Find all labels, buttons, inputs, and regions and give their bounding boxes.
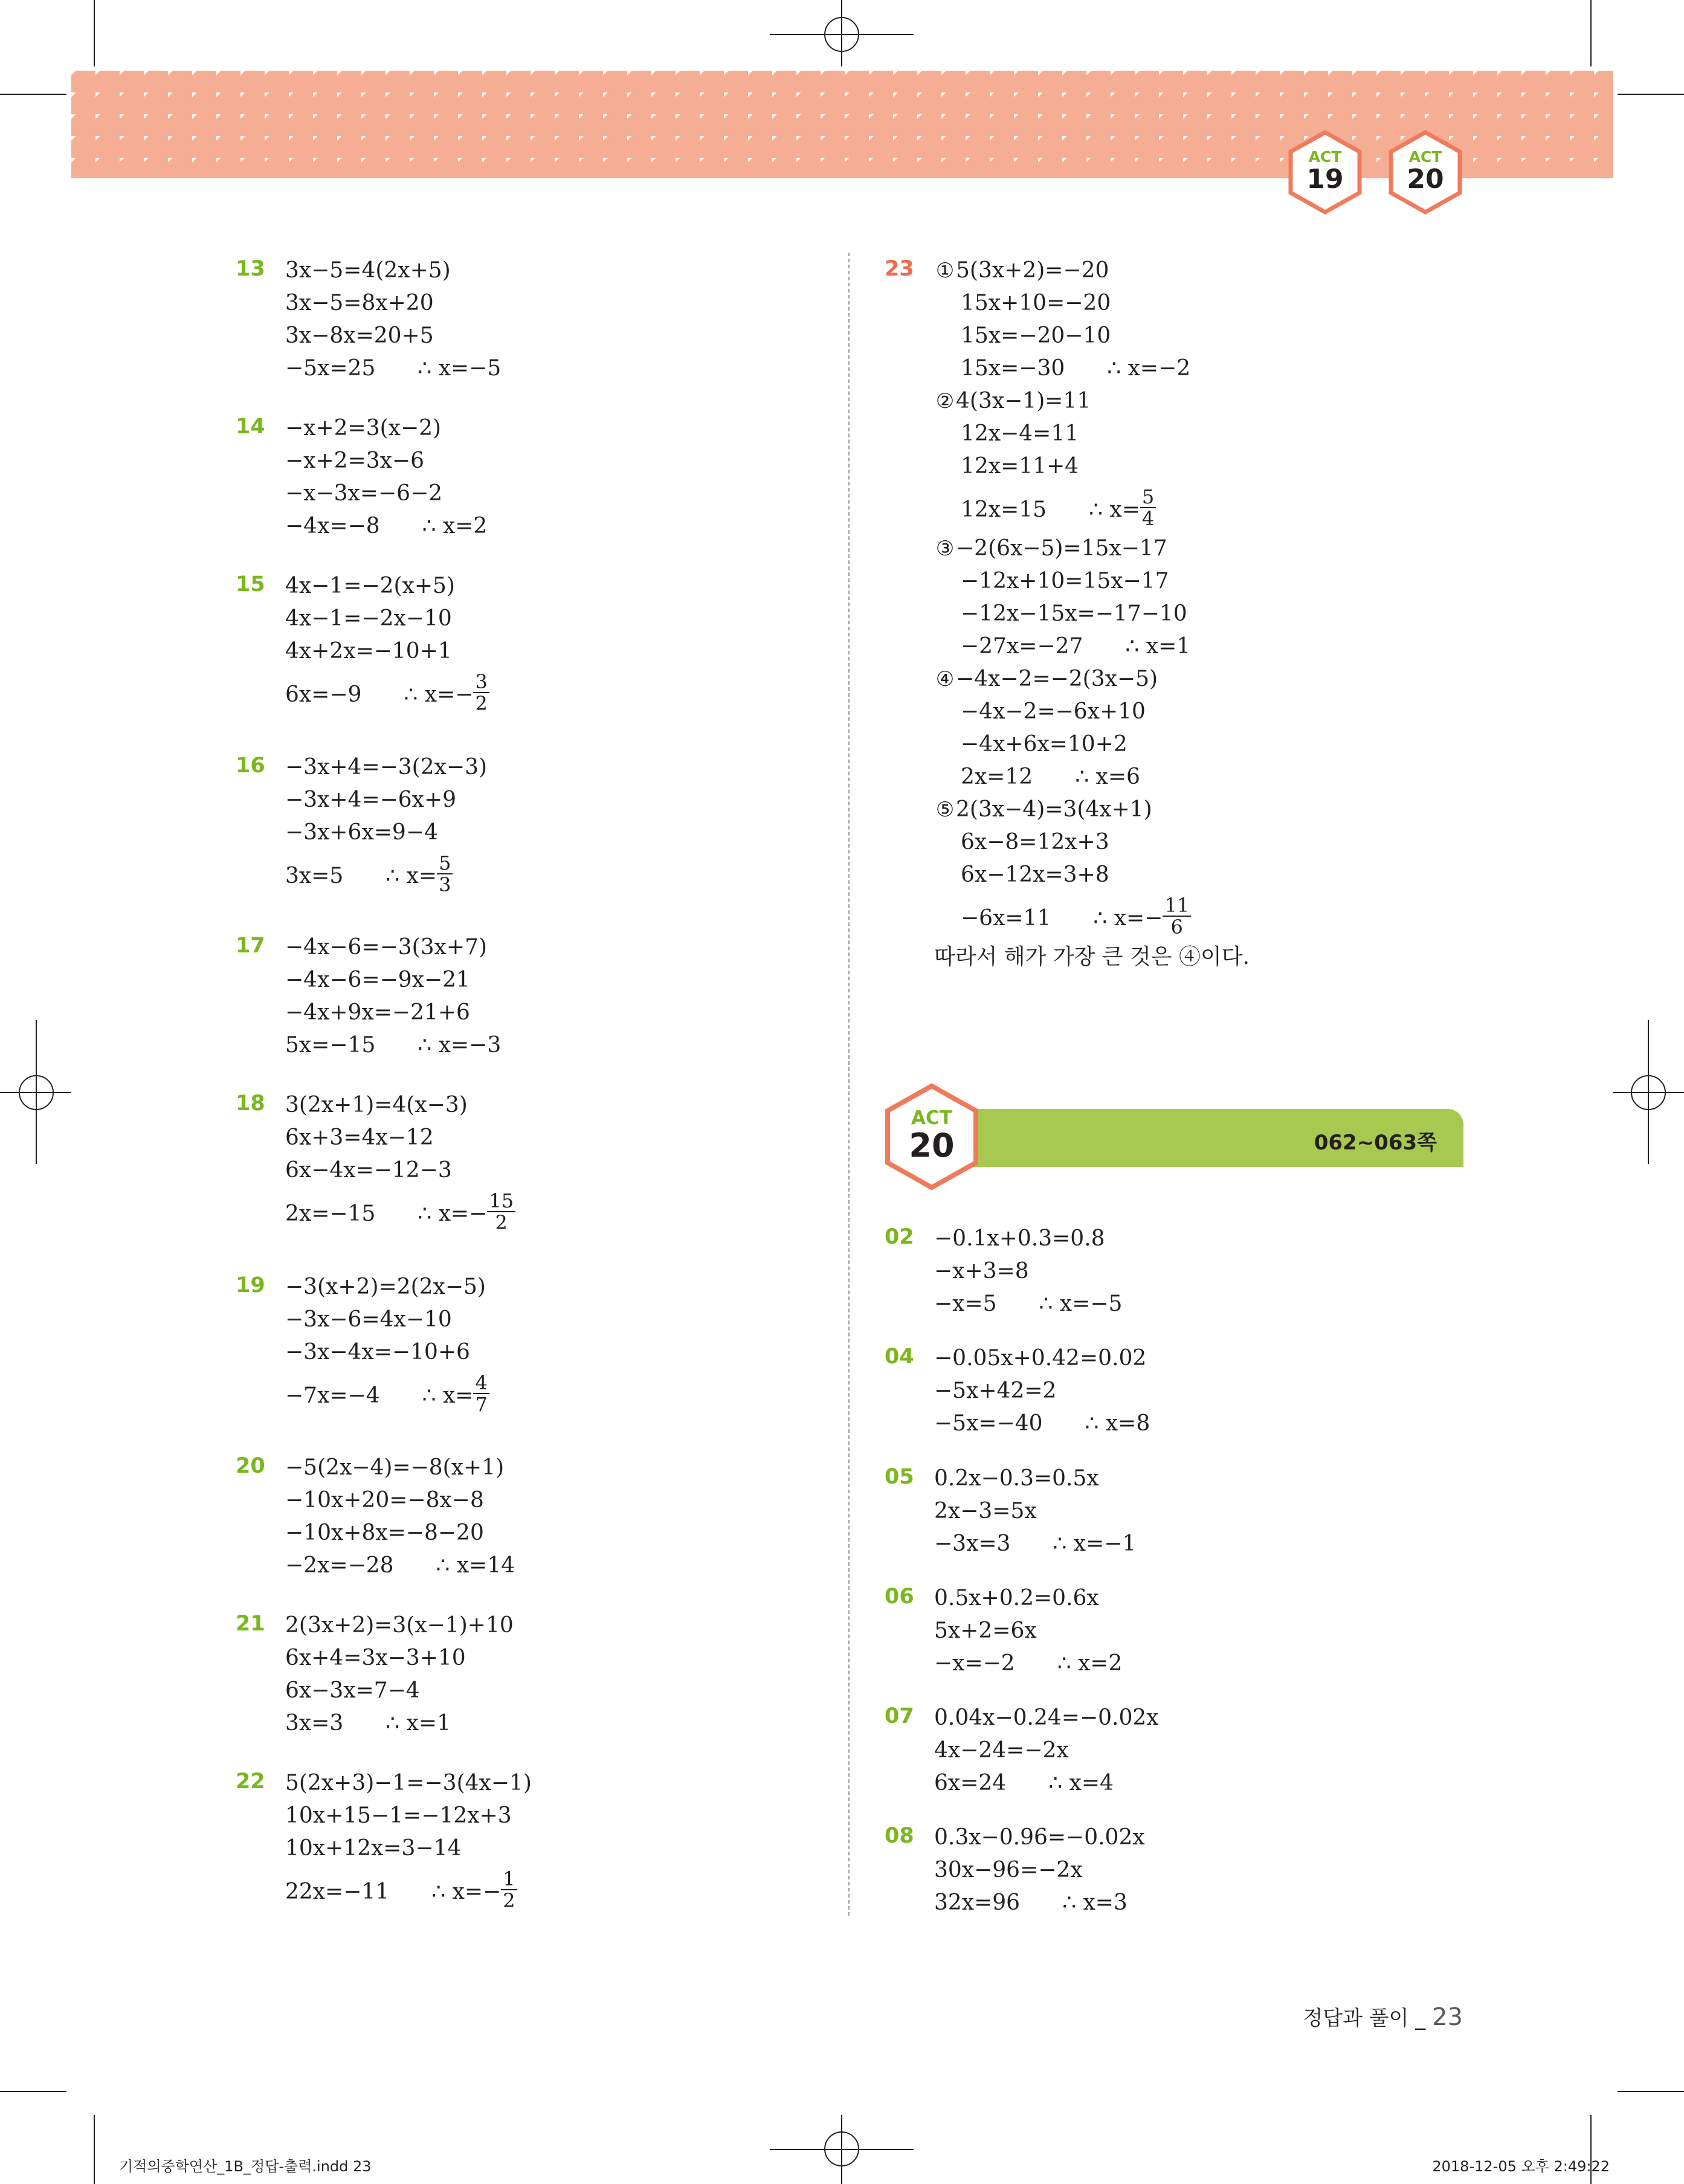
step-line: −0.1x+0.3=0.8 — [934, 1226, 1105, 1251]
step-line: −3x−4x=−10+6 — [285, 1340, 470, 1365]
answer-text: ∴ x=− — [1093, 906, 1163, 931]
final-line — [285, 1552, 515, 1585]
final-line — [934, 1650, 1122, 1682]
equation: −12x−15x=−17−10 — [961, 601, 1187, 626]
problem-number: 17 — [236, 934, 265, 958]
fraction — [1163, 895, 1191, 937]
solution-lines — [934, 1824, 1145, 1922]
step-line: 2x−3=5x — [934, 1499, 1037, 1523]
crop-mark — [1590, 0, 1592, 66]
equation: −27x=−27 — [961, 634, 1083, 659]
choice-mark: ② — [935, 389, 955, 413]
answer — [418, 355, 501, 383]
answer-text: ∴ x=− — [404, 682, 474, 707]
answer-text: ∴ x=2 — [1057, 1651, 1123, 1676]
numerator: 1 — [501, 1869, 517, 1890]
step-line: −10x+20=−8x−8 — [285, 1488, 484, 1513]
step-line — [934, 387, 1250, 420]
problem-number: 06 — [885, 1585, 914, 1609]
final-line — [934, 633, 1250, 665]
step-line: 3x−8x=20+5 — [285, 323, 434, 348]
answer-text: ∴ x=1 — [1125, 634, 1191, 659]
column-divider — [848, 253, 850, 1916]
final-line — [285, 1371, 489, 1421]
step-line: 4x−24=−2x — [934, 1738, 1069, 1763]
step-line — [934, 289, 1250, 322]
equation: 3x=5 — [285, 864, 344, 888]
answer-text: ∴ x=6 — [1075, 764, 1140, 789]
equation: 15x=−20−10 — [961, 323, 1111, 348]
equation: −5x=−40 — [934, 1411, 1043, 1436]
step-line — [934, 567, 1250, 600]
solution-lines — [285, 1612, 514, 1742]
answer — [404, 670, 489, 720]
step-line: 5(2x+3)−1=−3(4x−1) — [285, 1771, 532, 1795]
solution-lines — [285, 754, 487, 901]
solution-lines — [934, 1585, 1122, 1682]
equation: 6x=24 — [934, 1771, 1007, 1795]
equation: 2x=−15 — [285, 1201, 376, 1226]
act-label: ACT — [1408, 148, 1442, 166]
step-line: −x+2=3(x−2) — [285, 416, 442, 441]
final-line — [285, 1189, 515, 1239]
step-line — [934, 731, 1250, 763]
answer-text: ∴ x=8 — [1085, 1411, 1150, 1436]
final-line — [285, 512, 487, 545]
problem-number: 22 — [236, 1769, 265, 1794]
act-badge-20 — [1387, 130, 1463, 215]
step-line: 10x+15−1=−12x+3 — [285, 1803, 512, 1828]
act-label: ACT — [911, 1107, 952, 1129]
numerator: 11 — [1163, 895, 1191, 917]
equation: −4x−2=−2(3x−5) — [956, 667, 1158, 691]
problem-number: 04 — [885, 1345, 914, 1369]
answer — [1048, 1769, 1114, 1797]
answer-text: ∴ x=4 — [1048, 1771, 1114, 1795]
answer-text: ∴ x= — [386, 864, 437, 888]
page-range: 062~063쪽 — [1314, 1131, 1437, 1155]
step-line: −3x−6=4x−10 — [285, 1307, 452, 1332]
answer-text: ∴ x=−5 — [418, 356, 502, 381]
step-line: −x+3=8 — [934, 1259, 1029, 1284]
answer-text: ∴ x=−5 — [1039, 1291, 1123, 1316]
answer-text: ∴ x=−1 — [1053, 1531, 1137, 1556]
crop-mark — [94, 2115, 95, 2184]
choice-mark: ③ — [935, 537, 955, 561]
answer — [1085, 1410, 1150, 1438]
fraction — [501, 1869, 517, 1911]
crop-mark — [1618, 2091, 1684, 2092]
answer — [1039, 1290, 1123, 1318]
answer — [1062, 1889, 1128, 1917]
answer-text: ∴ x= — [422, 1383, 474, 1408]
equation: −6x=11 — [961, 906, 1051, 931]
problem-number: 18 — [236, 1091, 265, 1116]
equation: −2x=−28 — [285, 1553, 394, 1578]
answer — [1075, 763, 1140, 791]
fraction — [1140, 486, 1156, 529]
act-badge-19 — [1287, 130, 1363, 215]
step-line: −0.05x+0.42=0.02 — [934, 1346, 1147, 1371]
step-line: −3x+6x=9−4 — [285, 820, 438, 845]
step-line: 6x−3x=7−4 — [285, 1678, 420, 1703]
answer — [418, 1032, 501, 1059]
footer-label: 정답과 풀이 _ — [1303, 2006, 1433, 2031]
registration-mark — [19, 1075, 54, 1110]
answer — [1125, 633, 1190, 661]
step-line — [934, 453, 1250, 485]
choice-mark: ⑤ — [935, 798, 955, 822]
step-line: 4x−1=−2x−10 — [285, 606, 452, 631]
equation: −4x−2=−6x+10 — [961, 699, 1146, 724]
final-line — [934, 355, 1250, 387]
answer-text: ∴ x=3 — [1062, 1890, 1128, 1915]
step-line: 6x+4=3x−3+10 — [285, 1646, 466, 1670]
step-line: 0.04x−0.24=−0.02x — [934, 1705, 1159, 1730]
act20-badge — [883, 1083, 980, 1191]
step-line: 0.3x−0.96=−0.02x — [934, 1825, 1145, 1850]
equation: −x=−2 — [934, 1651, 1015, 1676]
step-line: 3x−5=8x+20 — [285, 291, 434, 315]
equation: −2(6x−5)=15x−17 — [956, 536, 1167, 561]
denominator: 4 — [1141, 507, 1155, 530]
act-number: 20 — [909, 1126, 955, 1165]
final-line — [934, 1530, 1136, 1563]
answer — [436, 1552, 515, 1580]
registration-mark — [824, 2131, 859, 2166]
step-line — [934, 420, 1250, 453]
answer-text: ∴ x=− — [431, 1879, 502, 1904]
denominator: 7 — [475, 1393, 488, 1416]
solution-lines — [285, 1454, 515, 1585]
registration-mark — [824, 17, 859, 52]
step-line: −4x−6=−3(3x+7) — [285, 935, 488, 960]
header-banner — [71, 71, 1613, 178]
solution-lines — [285, 1273, 489, 1421]
equation: 32x=96 — [934, 1890, 1021, 1915]
equation: −12x+10=15x−17 — [961, 569, 1169, 593]
choice-mark: ④ — [935, 667, 955, 691]
step-line: −5x+42=2 — [934, 1378, 1057, 1403]
step-line: −3x+4=−6x+9 — [285, 787, 457, 812]
problem-number: 20 — [236, 1454, 265, 1478]
equation: 12x=11+4 — [961, 454, 1079, 479]
step-line — [934, 861, 1250, 894]
act-number: 20 — [1407, 164, 1444, 195]
step-line: 5x+2=6x — [934, 1618, 1037, 1643]
equation: 2x=12 — [961, 764, 1033, 789]
step-line — [934, 257, 1250, 289]
equation: −5x=25 — [285, 356, 376, 381]
solution-lines — [934, 1465, 1136, 1563]
equation: 2(3x−4)=3(4x+1) — [956, 797, 1152, 822]
denominator: 6 — [1170, 916, 1183, 939]
solution-lines — [285, 934, 501, 1064]
problem-number: 08 — [885, 1824, 914, 1848]
solution-lines — [285, 257, 501, 387]
final-line — [934, 763, 1250, 796]
solution-lines — [285, 1091, 515, 1239]
answer — [1057, 1650, 1123, 1678]
solution-lines — [285, 415, 487, 545]
equation: 3x=3 — [285, 1711, 344, 1736]
step-line: −x+2=3x−6 — [285, 448, 424, 473]
answer — [386, 851, 453, 901]
denominator: 2 — [503, 1889, 515, 1912]
answer — [1107, 355, 1190, 383]
final-line — [934, 1290, 1122, 1323]
equation: 6x=−9 — [285, 682, 362, 707]
equation: 12x−4=11 — [961, 421, 1079, 446]
numerator: 4 — [473, 1372, 489, 1394]
answer-text: ∴ x=−3 — [418, 1033, 502, 1058]
equation: 6x−8=12x+3 — [961, 830, 1109, 855]
equation: −3x=3 — [934, 1531, 1011, 1556]
step-line: 3x−5=4(2x+5) — [285, 258, 451, 283]
solution-lines — [285, 1769, 532, 1917]
step-line — [934, 535, 1250, 567]
answer-text: ∴ x=14 — [436, 1553, 515, 1578]
problem-number: 14 — [236, 415, 265, 439]
equation: 22x=−11 — [285, 1879, 390, 1904]
answer — [1089, 485, 1156, 535]
step-line: 10x+12x=3−14 — [285, 1836, 462, 1861]
problem-number: 19 — [236, 1273, 265, 1297]
step-line — [934, 829, 1250, 861]
footer — [1303, 2001, 1463, 2031]
denominator: 3 — [439, 873, 451, 896]
answer-text: ∴ x=−2 — [1107, 356, 1191, 381]
solution-lines — [934, 1225, 1122, 1323]
numerator: 3 — [473, 671, 489, 693]
step-line — [934, 698, 1250, 731]
step-line: 3(2x+1)=4(x−3) — [285, 1093, 468, 1117]
problem-number: 15 — [236, 572, 265, 596]
step-line: −3x+4=−3(2x−3) — [285, 755, 488, 780]
step-line: 0.2x−0.3=0.5x — [934, 1466, 1099, 1491]
problem-number: 05 — [885, 1465, 914, 1489]
solution-lines — [285, 572, 489, 720]
problem-number: 07 — [885, 1704, 914, 1728]
step-line: 6x+3=4x−12 — [285, 1125, 434, 1150]
final-line — [934, 485, 1250, 535]
numerator: 5 — [1140, 486, 1156, 508]
final-line — [285, 1710, 514, 1742]
problem-number: 21 — [236, 1612, 265, 1636]
fraction — [473, 1372, 489, 1415]
final-line — [934, 1769, 1159, 1802]
answer — [422, 512, 488, 540]
choice-mark: ① — [935, 259, 955, 283]
act20-section-bar — [947, 1109, 1463, 1167]
final-line — [285, 355, 501, 387]
act-label: ACT — [1308, 148, 1342, 166]
fraction — [473, 671, 489, 714]
problem-number: 02 — [885, 1225, 914, 1249]
final-line — [934, 894, 1250, 943]
solution-lines — [934, 1345, 1150, 1443]
answer — [1053, 1530, 1136, 1558]
step-line — [934, 796, 1250, 829]
step-line: −3(x+2)=2(2x−5) — [285, 1275, 486, 1299]
final-line — [285, 1032, 501, 1064]
step-line: −4x−6=−9x−21 — [285, 968, 470, 992]
answer-text: ∴ x=− — [418, 1201, 488, 1226]
crop-mark — [0, 2091, 66, 2092]
answer-text: ∴ x=1 — [386, 1711, 451, 1736]
answer — [431, 1867, 517, 1917]
step-line: 30x−96=−2x — [934, 1858, 1083, 1882]
crop-mark — [0, 94, 66, 95]
fraction — [437, 853, 453, 895]
equation: −x=5 — [934, 1291, 997, 1316]
step-line — [934, 322, 1250, 355]
equation: −7x=−4 — [285, 1383, 380, 1408]
answer — [418, 1189, 515, 1239]
step-line: 6x−4x=−12−3 — [285, 1158, 452, 1183]
equation: 5x=−15 — [285, 1033, 376, 1058]
step-line: −x−3x=−6−2 — [285, 481, 443, 506]
solution-lines — [934, 257, 1250, 976]
answer — [1093, 894, 1191, 943]
equation: 12x=15 — [961, 497, 1047, 522]
step-line: −5(2x−4)=−8(x+1) — [285, 1455, 505, 1480]
solution-lines — [934, 1704, 1159, 1802]
equation: 5(3x+2)=−20 — [956, 258, 1109, 283]
registration-mark — [1631, 1075, 1666, 1110]
step-line: 0.5x+0.2=0.6x — [934, 1586, 1099, 1611]
final-line — [285, 670, 489, 720]
step-line: −10x+8x=−8−20 — [285, 1520, 484, 1545]
problem-number: 23 — [885, 257, 914, 281]
problem-number: 16 — [236, 754, 265, 778]
answer-text: ∴ x=2 — [422, 514, 488, 538]
equation: 4(3x−1)=11 — [956, 389, 1091, 413]
step-line: 4x−1=−2(x+5) — [285, 573, 455, 598]
final-line — [934, 1889, 1145, 1922]
denominator: 2 — [475, 692, 488, 715]
equation: 15x+10=−20 — [961, 291, 1111, 315]
file-slug: 기적의중학연산_1B_정답-출력.indd 23 — [119, 2158, 372, 2175]
step-line: −4x+9x=−21+6 — [285, 1000, 470, 1025]
crop-mark — [1618, 94, 1684, 95]
step-line: 4x+2x=−10+1 — [285, 639, 452, 664]
denominator: 2 — [495, 1211, 508, 1234]
equation: −4x=−8 — [285, 514, 380, 538]
step-line: 2(3x+2)=3(x−1)+10 — [285, 1613, 514, 1638]
act-number: 19 — [1306, 164, 1344, 195]
numerator: 15 — [487, 1191, 515, 1212]
problem-number: 13 — [236, 257, 265, 281]
step-line — [934, 665, 1250, 698]
answer-text: ∴ x= — [1089, 497, 1140, 522]
answer — [386, 1710, 451, 1737]
page-number: 23 — [1432, 2003, 1463, 2031]
equation: −4x+6x=10+2 — [961, 732, 1128, 757]
crop-mark — [94, 0, 95, 66]
final-line — [934, 1410, 1150, 1443]
fraction — [487, 1191, 515, 1233]
numerator: 5 — [437, 853, 453, 874]
date-slug: 2018-12-05 오후 2:49:22 — [1432, 2158, 1610, 2175]
step-line — [934, 600, 1250, 633]
final-line — [285, 851, 487, 901]
final-line — [285, 1867, 532, 1917]
equation: 15x=−30 — [961, 356, 1065, 381]
conclusion-text: 따라서 해가 가장 큰 것은 ④이다. — [934, 945, 1250, 969]
answer — [422, 1371, 489, 1421]
equation: 6x−12x=3+8 — [961, 862, 1109, 887]
